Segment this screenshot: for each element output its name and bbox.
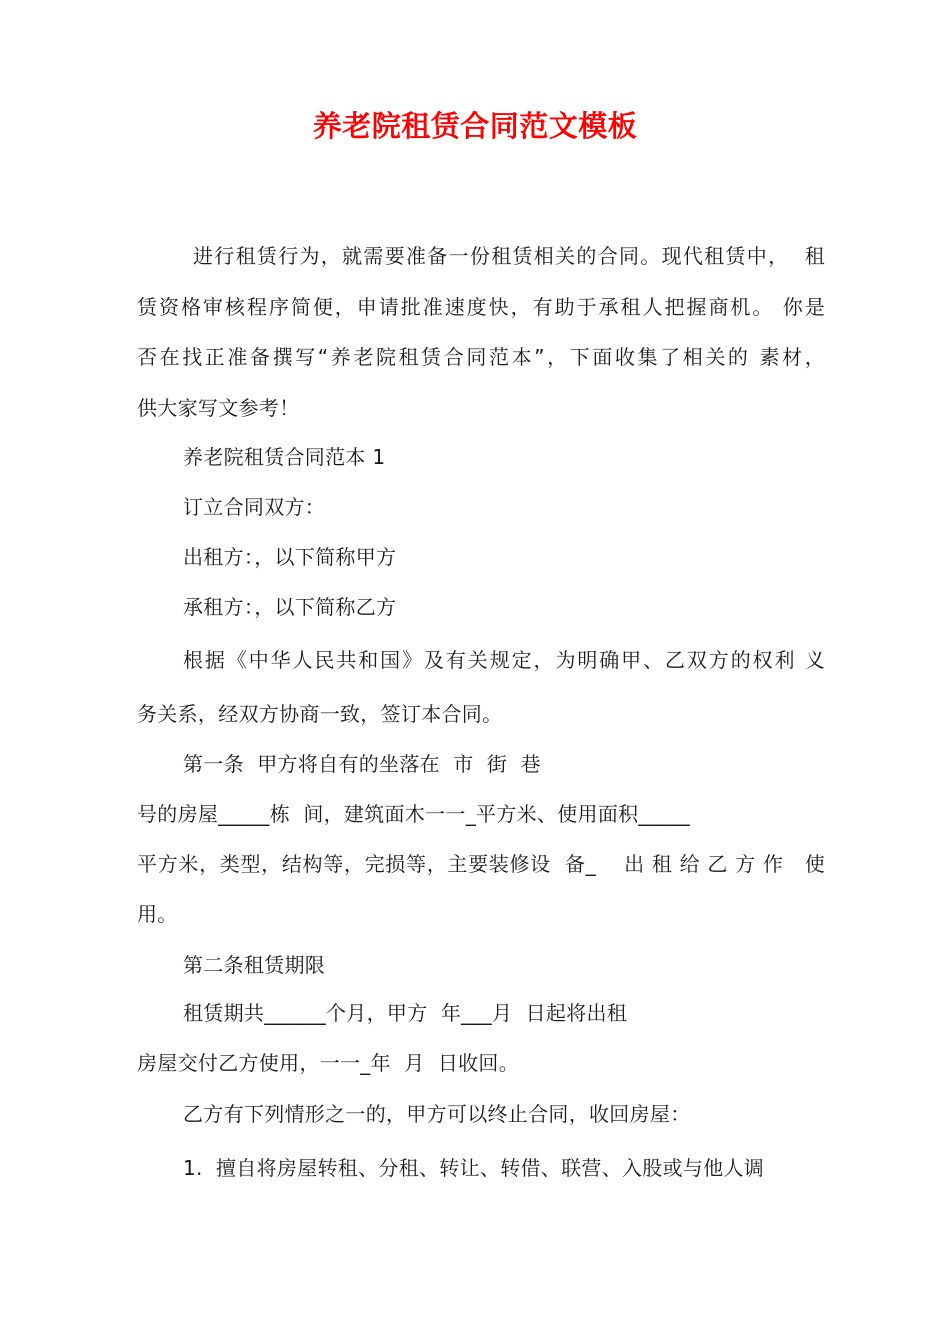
paragraph-line: 租赁期共______个月，甲方 年___月 日起将出租 <box>183 1001 628 1025</box>
paragraph-line: 平方米，类型，结构等，完损等，主要装修设 备_ 出 租 给 乙 方 作 使 <box>137 852 825 876</box>
paragraph-line: 否在找正准备撰写“养老院租赁合同范本”，下面收集了相关的 素材， <box>137 345 825 369</box>
paragraph-line: 号的房屋_____栋 间，建筑面木一一_平方米、使用面积_____ <box>137 802 690 826</box>
paragraph-line: 乙方有下列情形之一的，甲方可以终止合同，收回房屋： <box>183 1102 691 1126</box>
article-heading: 第二条租赁期限 <box>183 953 326 977</box>
paragraph-line: 房屋交付乙方使用，一一_年 月 日收回。 <box>137 1051 520 1075</box>
paragraph-line: 赁资格审核程序简便，申请批准速度快，有助于承租人把握商机。 你是 <box>137 295 825 319</box>
paragraph-line: 用。 <box>137 902 178 926</box>
paragraph-line: 出租方：，以下简称甲方 <box>183 545 397 569</box>
paragraph-line: 订立合同双方： <box>183 495 326 519</box>
paragraph-line: 承租方：，以下简称乙方 <box>183 595 397 619</box>
paragraph-line: 供大家写文参考！ <box>137 396 300 420</box>
paragraph-line: 进行租赁行为，就需要准备一份租赁相关的合同。现代租赁中， 租 <box>193 244 825 268</box>
article-line: 第一条 甲方将自有的坐落在 市 街 巷 <box>183 752 541 776</box>
document-title: 养老院租赁合同范文模板 <box>312 109 638 143</box>
list-item: 1. 擅自将房屋转租、分租、转让、转借、联营、入股或与他人调 <box>183 1156 765 1180</box>
section-heading: 养老院租赁合同范本 1 <box>183 445 386 469</box>
paragraph-line: 根据《中华人民共和国》及有关规定，为明确甲、乙双方的权利 义 <box>183 648 825 672</box>
paragraph-line: 务关系，经双方协商一致，签订本合同。 <box>137 702 503 726</box>
